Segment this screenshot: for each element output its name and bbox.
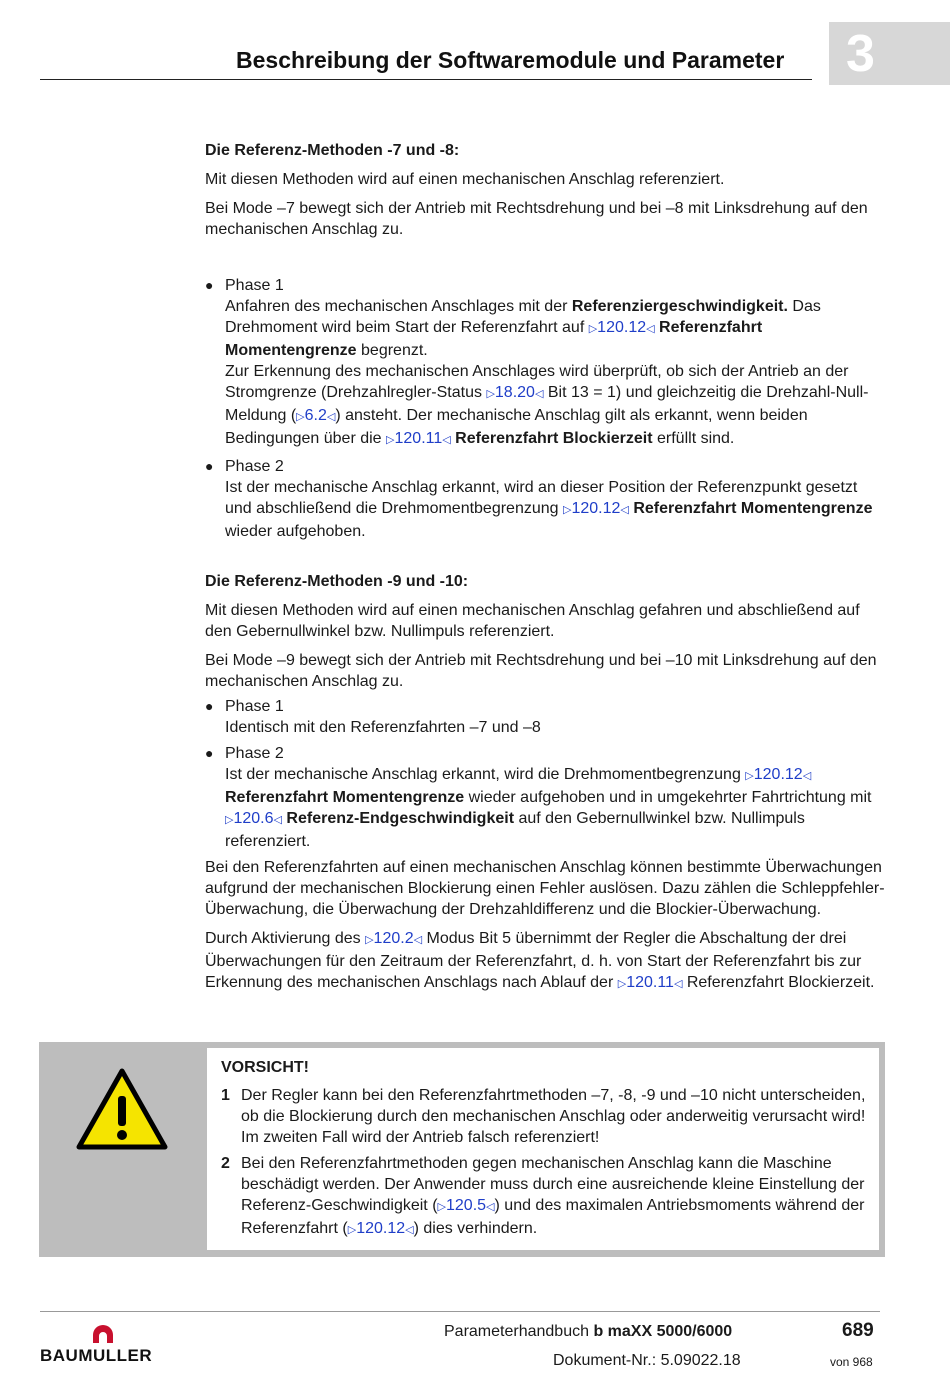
paragraph: Mit diesen Methoden wird auf einen mechanischen Anschlag referenziert.	[205, 171, 725, 188]
param-arrow-left-icon: ◁	[273, 814, 282, 826]
param-arrow-left-icon: ◁	[326, 411, 336, 423]
param-link[interactable]: 120.11	[626, 974, 674, 991]
param-link[interactable]: 6.2	[304, 407, 327, 424]
list-item-phase-1	[205, 275, 885, 451]
warning-title: VORSICHT!	[221, 1059, 309, 1076]
bullet-icon: ●	[205, 745, 214, 761]
chapter-number: 3	[846, 25, 875, 83]
param-arrow-left-icon: ◁	[486, 1201, 495, 1213]
param-arrow-left-icon: ◁	[405, 1224, 414, 1236]
paragraph: Mit diesen Methoden wird auf einen mechanischen Anschlag gefahren und abschließend auf den Gebernullwinkel bzw. Nullimpuls referenziert.	[205, 602, 860, 640]
paragraph: Bei Mode –9 bewegt sich der Antrieb mit Rechtsdrehung und bei –10 mit Linksdrehung auf den mechanischen Anschlag zu.	[205, 652, 877, 690]
section-heading-7-8: Die Referenz-Methoden -7 und -8:	[205, 142, 460, 159]
param-arrow-left-icon: ◁	[442, 434, 451, 446]
param-arrow-left-icon: ◁	[534, 388, 544, 400]
phase-text: Ist der mechanische Anschlag erkannt, wird an dieser Position der Referenzpunkt gesetzt und abschließend die Drehmomentbegrenzung ▷120.12◁ Referenzfahrt Momentengrenze wieder aufgehoben.	[225, 479, 873, 540]
param-link[interactable]: 18.20	[494, 384, 535, 401]
param-arrow-right-icon: ▷	[386, 434, 395, 446]
param-link[interactable]: 120.12	[356, 1220, 406, 1237]
bullet-icon: ●	[205, 458, 214, 474]
param-arrow-left-icon: ◁	[620, 504, 629, 516]
paragraph: Durch Aktivierung des ▷120.2◁ Modus Bit 5 übernimmt der Regler die Abschaltung der drei Überwachungen für den Zeitraum der Referenzfahrt, d. h. von Start der Referenzfahrt bis zur Erkennung des mechanischen Anschlags nach Ablauf der ▷120.11◁ Referenzfahrt Blockierzeit.	[205, 930, 875, 991]
footer-rule	[40, 1311, 880, 1312]
list-item-phase-2	[205, 456, 885, 542]
bullet-icon: ●	[205, 698, 214, 714]
section-heading-9-10: Die Referenz-Methoden -9 und -10:	[205, 573, 469, 590]
footer-document-number: Dokument-Nr.: 5.09022.18	[553, 1352, 741, 1369]
param-arrow-right-icon: ▷	[437, 1201, 446, 1213]
param-arrow-right-icon: ▷	[563, 504, 572, 516]
item-number: 1	[221, 1087, 230, 1104]
param-link[interactable]: 120.11	[394, 430, 443, 447]
page-title: Beschreibung der Softwaremodule und Parameter	[236, 47, 785, 73]
param-link[interactable]: 120.2	[373, 930, 414, 947]
phase-text: Ist der mechanische Anschlag erkannt, wird die Drehmomentbegrenzung ▷120.12◁ Referenzfahrt Momentengrenze wieder aufgehoben und in umgekehrter Fahrtrichtung mit ▷120.6◁ Referenz-Endgeschwindigkeit auf den Gebernullwinkel bzw. Nullimpuls referenziert.	[225, 766, 872, 850]
param-link[interactable]: 120.6	[233, 810, 274, 827]
bullet-icon: ●	[205, 277, 214, 293]
phase-text: Identisch mit den Referenzfahrten –7 und –8	[225, 719, 541, 736]
phase-title: Phase 2	[225, 745, 284, 762]
phase-title: Phase 2	[225, 458, 284, 475]
param-arrow-right-icon: ▷	[745, 770, 754, 782]
header-rule	[40, 79, 812, 80]
param-arrow-left-icon: ◁	[802, 770, 812, 782]
paragraph: Bei den Referenzfahrten auf einen mechanischen Anschlag können bestimmte Überwachungen aufgrund der mechanischen Blockierung einen Fehler auslösen. Dazu zählen die Schleppfehler-Überwachung, die Überwachung der Drehzahldifferenz und die Blockier-Überwachung.	[205, 859, 885, 918]
phase-text: Zur Erkennung des mechanischen Anschlages wird überprüft, ob sich der Antrieb an der Stromgrenze (Drehzahlregler-Status ▷18.20◁ Bit 13 = 1) und gleichzeitig die Drehzahl-Null-Meldung (▷6.2◁) ansteht. Der mechanische Anschlag gilt als erkannt, wenn beiden Bedingungen über die ▷120.11◁ Referenzfahrt Blockierzeit erfüllt sind.	[225, 363, 869, 447]
item-number: 2	[221, 1155, 230, 1172]
param-link[interactable]: 120.12	[597, 319, 647, 336]
phase-text: Anfahren des mechanischen Anschlages mit der Referenziergeschwindigkeit. Das Drehmoment wird beim Start der Referenzfahrt auf ▷120.12◁ Referenzfahrt Momentengrenze begrenzt.	[225, 298, 821, 359]
phase-title: Phase 1	[225, 698, 284, 715]
warning-triangle-icon	[76, 1068, 168, 1150]
param-arrow-right-icon: ▷	[347, 1224, 357, 1236]
param-arrow-right-icon: ▷	[588, 323, 598, 335]
param-link[interactable]: 120.12	[571, 500, 621, 517]
list-item-phase-1	[205, 696, 885, 738]
param-arrow-right-icon: ▷	[486, 388, 495, 400]
param-arrow-right-icon: ▷	[225, 814, 234, 826]
param-arrow-right-icon: ▷	[365, 934, 374, 946]
param-arrow-left-icon: ◁	[646, 323, 655, 335]
page-number: 689	[842, 1320, 874, 1341]
list-item-phase-2	[205, 743, 885, 852]
phase-title: Phase 1	[225, 277, 284, 294]
warning-item: 1 Der Regler kann bei den Referenzfahrtmethoden –7, -8, -9 und –10 nicht unterscheiden, ob die Blockierung durch den mechanischen Anschlag oder anderweitig verursacht wird! Im zweiten Fall wird der Antrieb falsch referenziert!	[221, 1087, 866, 1146]
param-link[interactable]: 120.5	[446, 1197, 487, 1214]
param-link[interactable]: 120.12	[753, 766, 803, 783]
param-arrow-right-icon: ▷	[617, 978, 627, 990]
main-content	[205, 140, 885, 1003]
footer-manual: Parameterhandbuch b maXX 5000/6000	[444, 1323, 733, 1340]
baumuller-logo-icon	[90, 1324, 116, 1344]
param-arrow-left-icon: ◁	[413, 934, 423, 946]
page-total: von 968	[830, 1355, 873, 1369]
param-arrow-right-icon: ▷	[296, 411, 305, 423]
param-arrow-left-icon: ◁	[673, 978, 683, 990]
company-logo: BAUMULLER	[40, 1346, 153, 1365]
warning-text	[221, 1057, 871, 1246]
warning-item: 2 Bei den Referenzfahrtmethoden gegen mechanischen Anschlag kann die Maschine beschädigt werden. Der Anwender muss durch eine ausreichende kleine Einstellung der Referenz-Geschwindigkeit (▷120.5◁) und des maximalen Antriebsmoments während der Referenzfahrt (▷120.12◁) dies verhindern.	[221, 1155, 865, 1237]
paragraph: Bei Mode –7 bewegt sich der Antrieb mit Rechtsdrehung und bei –8 mit Linksdrehung auf den mechanischen Anschlag zu.	[205, 200, 868, 238]
